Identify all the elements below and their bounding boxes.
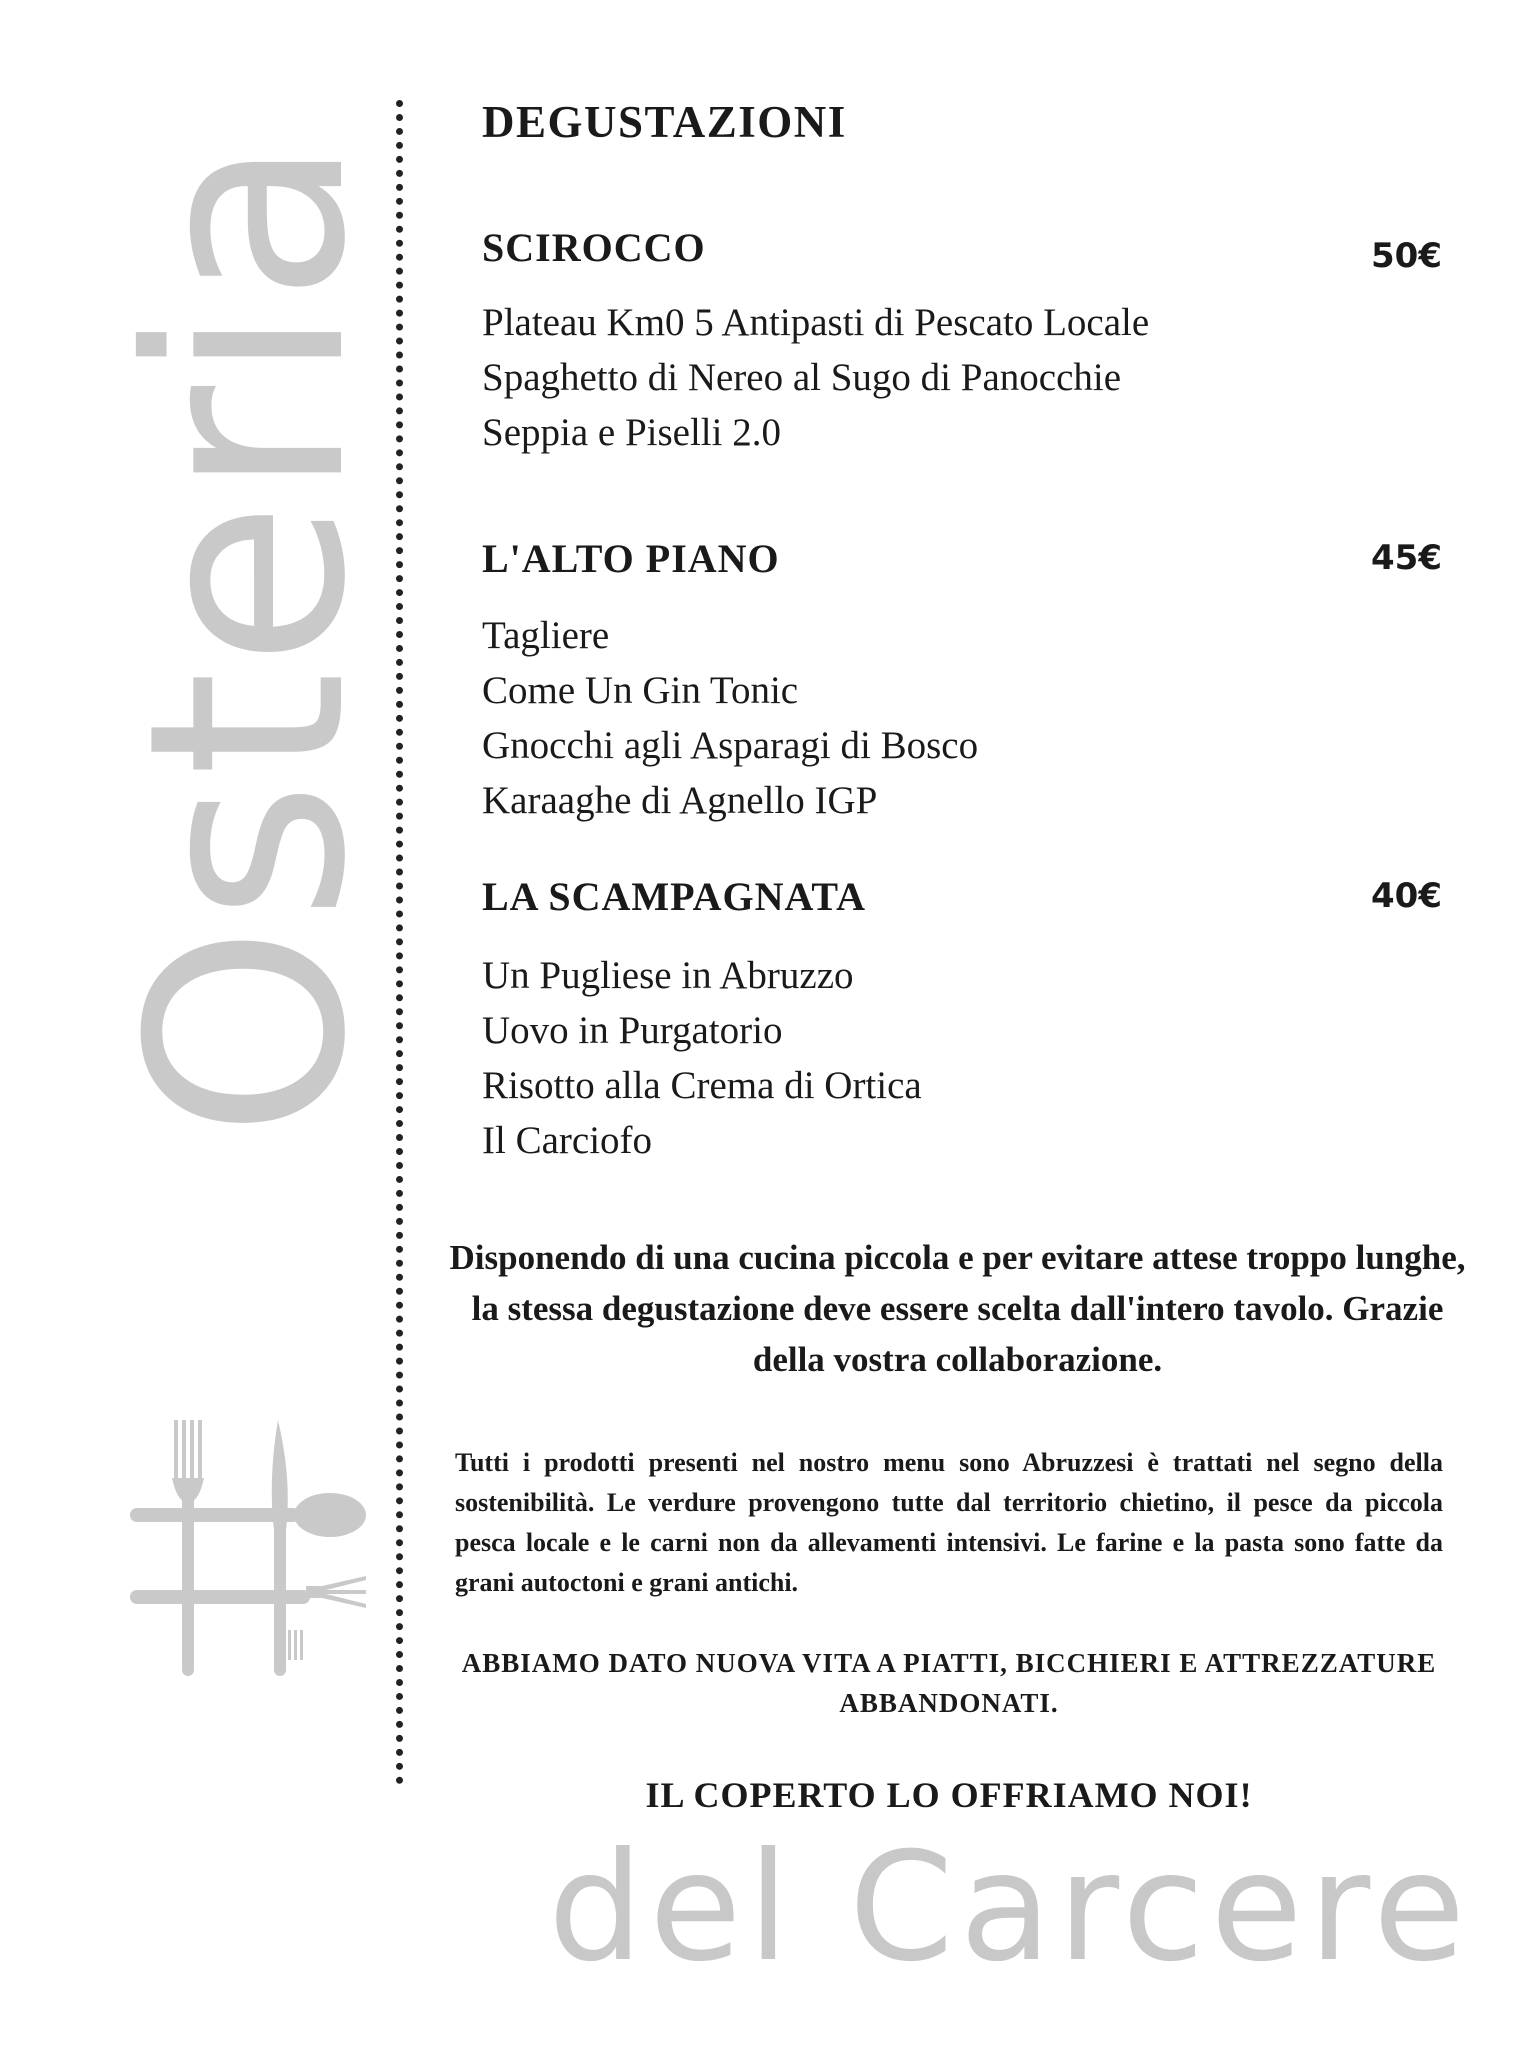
- section-header: [482, 528, 1442, 588]
- menu-content: [482, 92, 1442, 1168]
- dish-item: Karaaghe di Agnello IGP: [482, 779, 878, 822]
- section-scampagnata: [482, 866, 1442, 1168]
- section-price: 45€: [1371, 538, 1442, 578]
- hash-cutlery-icon: [130, 1420, 370, 1680]
- section-name: SCIROCCO: [482, 224, 706, 270]
- dish-item: Il Carciofo: [482, 1119, 653, 1162]
- table-notice: Disponendo di una cucina piccola e per evitare attese troppo lunghe, la stessa degustazione deve essere scelta dall'intero tavolo. Grazie della vostra collaborazione.: [449, 1238, 1466, 1379]
- dotted-divider: [396, 100, 403, 1785]
- logo-osteria: Osteria: [90, 133, 405, 1138]
- section-name: L'ALTO PIANO: [482, 535, 780, 581]
- dish-item: Spaghetto di Nereo al Sugo di Panocchie: [482, 356, 1122, 399]
- dish-item: Come Un Gin Tonic: [482, 669, 799, 712]
- dish-item: Plateau Km0 5 Antipasti di Pescato Locale: [482, 301, 1150, 344]
- dish-item: Un Pugliese in Abruzzo: [482, 954, 854, 997]
- dish-item: Uovo in Purgatorio: [482, 1009, 783, 1052]
- section-price: 50€: [1371, 236, 1442, 276]
- logo-del-carcere: del Carcere: [548, 1821, 1472, 1995]
- section-header: [482, 217, 1442, 277]
- section-scirocco: [482, 217, 1442, 460]
- section-alto-piano: [482, 528, 1442, 828]
- dish-item: Gnocchi agli Asparagi di Bosco: [482, 724, 979, 767]
- dish-item: Risotto alla Crema di Ortica: [482, 1064, 922, 1107]
- section-name: LA SCAMPAGNATA: [482, 873, 866, 919]
- dish-item: Tagliere: [482, 614, 610, 657]
- recycle-note: ABBIAMO DATO NUOVA VITA A PIATTI, BICCHIERI E ATTREZZATURE ABBANDONATI.: [461, 1648, 1437, 1718]
- coperto-note: IL COPERTO LO OFFRIAMO NOI!: [645, 1775, 1253, 1815]
- sustainability-note: Tutti i prodotti presenti nel nostro menu sono Abruzzesi è trattati nel segno della sostenibilità. Le verdure provengono tutte dal territorio chietino, il pesce da piccola pesca locale e le carni non da allevamenti intensivi. Le farine e la pasta sono fatte da grani autoctoni e grani antichi.: [455, 1448, 1443, 1597]
- section-header: [482, 866, 1442, 926]
- page-title: DEGUSTAZIONI: [482, 97, 847, 147]
- dish-item: Seppia e Piselli 2.0: [482, 411, 781, 454]
- section-price: 40€: [1371, 876, 1442, 916]
